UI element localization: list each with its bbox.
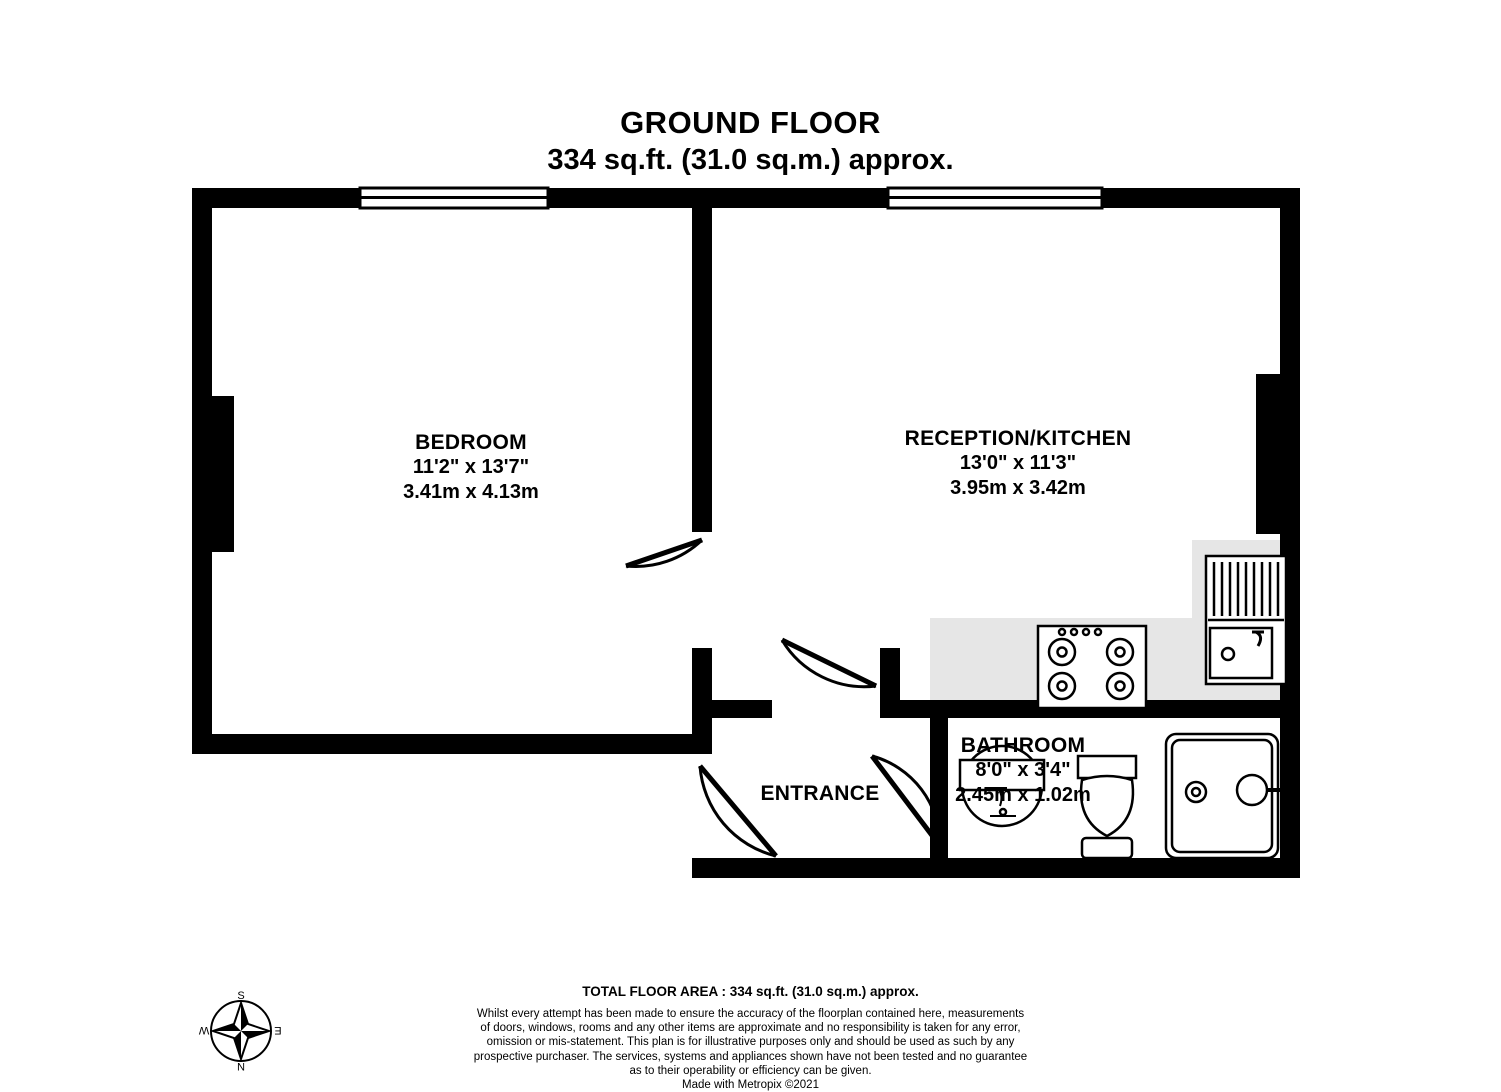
room-dim-metric: 3.95m x 3.42m	[950, 477, 1086, 499]
room-name: BEDROOM	[415, 431, 527, 454]
disclaimer	[0, 1007, 1501, 1092]
hob-icon	[1038, 626, 1146, 708]
compass-south-label: S	[237, 990, 245, 1002]
shower-enclosure-icon	[1166, 734, 1286, 858]
room-name: BATHROOM	[960, 734, 1086, 757]
room-label-entrance: ENTRANCE	[760, 782, 880, 805]
disclaimer-line-1: Whilst every attempt has been made to ensure the accuracy of the floorplan contained here, measurements	[476, 1008, 1025, 1020]
disclaimer-line-3: omission or mis-statement. This plan is for illustrative purposes only and should be used as such by any	[486, 1036, 1015, 1049]
door-bedroom	[626, 540, 702, 566]
disclaimer-line-4: prospective purchaser. The services, systems and appliances shown have not been tested and no guarantee	[473, 1050, 1028, 1063]
window-bedroom	[360, 188, 548, 208]
window-reception	[888, 188, 1102, 208]
room-dim-imperial: 13'0" x 11'3"	[959, 452, 1077, 474]
room-label-reception-kitchen	[815, 426, 1221, 501]
door-hall	[782, 640, 876, 687]
room-label-bedroom	[268, 430, 674, 505]
room-dim-metric: 2.45m x 1.02m	[955, 784, 1091, 806]
compass-west-label: W	[198, 1024, 210, 1036]
compass-north-label: N	[237, 1060, 245, 1072]
kitchen-sink-icon	[1206, 556, 1286, 684]
footer	[0, 984, 1501, 1092]
room-dim-metric: 3.41m x 4.13m	[403, 481, 539, 503]
floor-title: GROUND FLOOR	[620, 105, 881, 140]
compass-east-label: E	[274, 1024, 282, 1036]
room-name: RECEPTION/KITCHEN	[904, 427, 1132, 450]
disclaimer-line-5: as to their operability or efficiency can be given.	[629, 1064, 872, 1077]
floor-area-subtitle: 334 sq.ft. (31.0 sq.m.) approx.	[547, 144, 954, 176]
door-entrance	[700, 766, 776, 856]
room-dim-imperial: 11'2" x 13'7"	[412, 456, 530, 478]
disclaimer-line-2: of doors, windows, rooms and any other items are approximate and no responsibility is taken for any error,	[480, 1022, 1021, 1035]
total-floor-area: TOTAL FLOOR AREA : 334 sq.ft. (31.0 sq.m.) approx.	[582, 984, 919, 999]
room-dim-imperial: 8'0" x 3'4"	[975, 759, 1071, 781]
made-with-credit: Made with Metropix ©2021	[682, 1079, 819, 1092]
